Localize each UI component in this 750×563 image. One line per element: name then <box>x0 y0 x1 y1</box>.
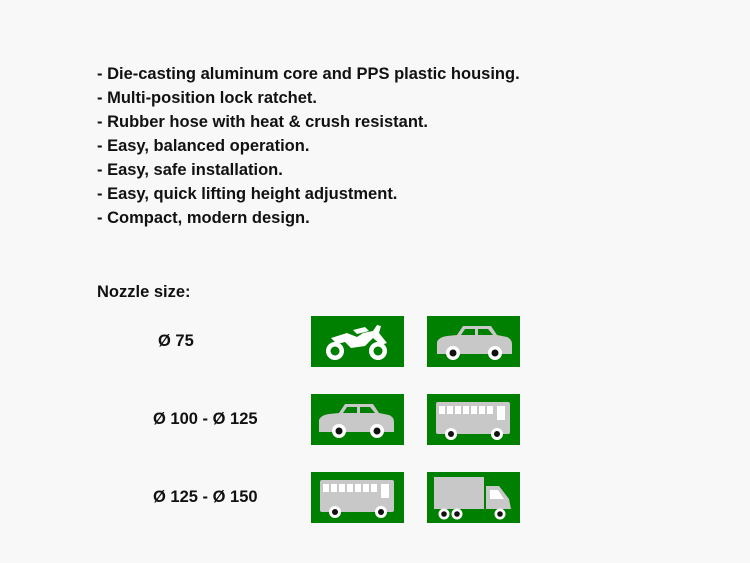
feature-item: - Rubber hose with heat & crush resistant. <box>97 113 428 131</box>
feature-item: - Easy, balanced operation. <box>97 137 310 155</box>
feature-item: - Easy, safe installation. <box>97 161 283 179</box>
feature-item: - Die-casting aluminum core and PPS plastic housing. <box>97 65 520 83</box>
nozzle-size-75: Ø 75 <box>158 332 194 350</box>
nozzle-size-125-150: Ø 125 - Ø 150 <box>153 488 258 506</box>
motorcycle-icon <box>311 316 404 367</box>
bus-icon <box>311 472 404 523</box>
feature-item: - Easy, quick lifting height adjustment. <box>97 185 398 203</box>
feature-item: - Compact, modern design. <box>97 209 310 227</box>
feature-list <box>97 62 520 230</box>
nozzle-size-title: Nozzle size: <box>97 283 191 301</box>
car-icon <box>427 316 520 367</box>
truck-icon <box>427 472 520 523</box>
nozzle-size-100-125: Ø 100 - Ø 125 <box>153 410 258 428</box>
feature-item: - Multi-position lock ratchet. <box>97 89 318 107</box>
bus-icon <box>427 394 520 445</box>
car-icon <box>311 394 404 445</box>
